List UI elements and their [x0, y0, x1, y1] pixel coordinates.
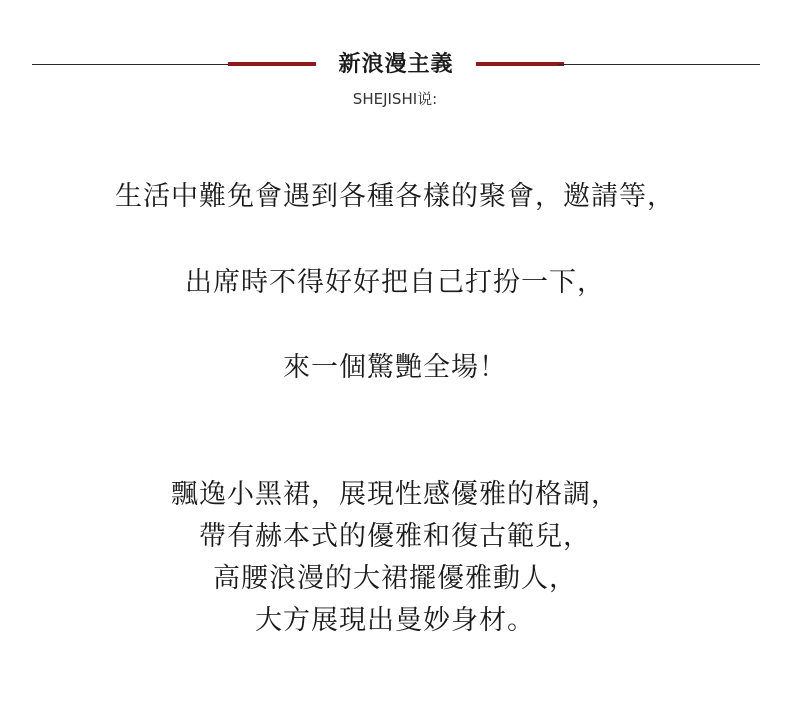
description-line: 高腰浪漫的大裙擺優雅動人，: [213, 563, 577, 594]
section-subtitle: SHEJISHI说:: [352, 90, 438, 108]
description-line: 飄逸小黑裙，展現性感優雅的格調，: [171, 479, 619, 510]
intro-line-2: 出席時不得好好把自己打扮一下，: [185, 267, 605, 298]
section-title: 新浪漫主義: [338, 52, 454, 77]
header-divider-right: [558, 64, 760, 65]
description-line: 大方展現出曼妙身材。: [255, 605, 535, 636]
header-accent-bar-left: [228, 62, 316, 66]
description-block: [0, 474, 790, 642]
description-line: 帶有赫本式的優雅和復古範兒，: [199, 521, 591, 552]
intro-line-1: 生活中難免會遇到各種各樣的聚會，邀請等，: [115, 181, 675, 212]
header-divider-left: [32, 64, 232, 65]
header-accent-bar-right: [476, 62, 564, 66]
section-header: [0, 0, 790, 120]
intro-line-3: 來一個驚艷全場！: [283, 352, 507, 383]
